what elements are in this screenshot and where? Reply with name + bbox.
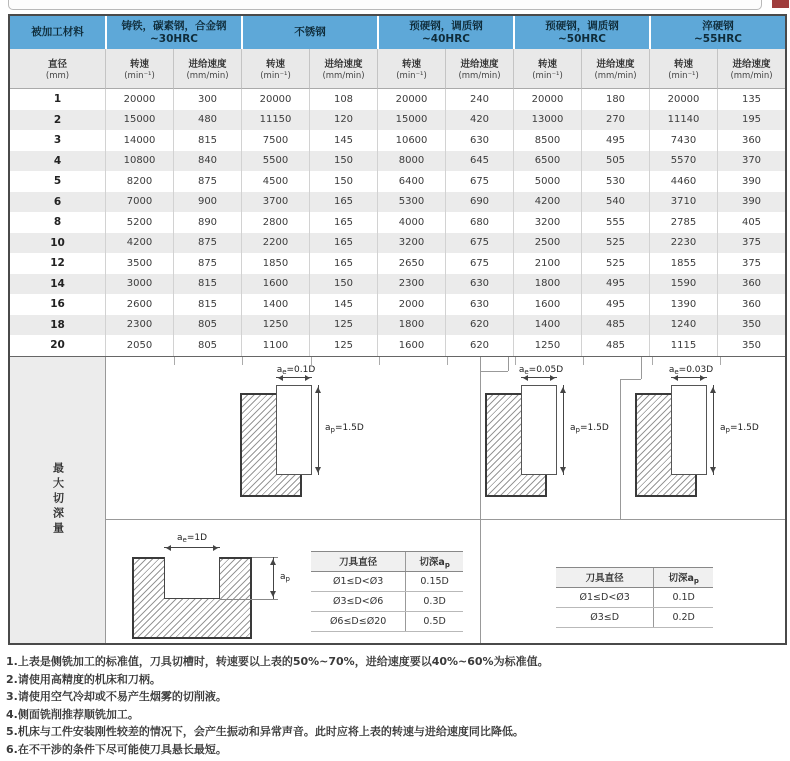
feed-value: 370 xyxy=(717,151,785,172)
speed-value: 1250 xyxy=(513,335,581,356)
ae-dimension-label: $a_e=0.05D$ xyxy=(518,364,564,376)
cut-region xyxy=(276,385,312,475)
feed-value: 390 xyxy=(717,171,785,192)
feed-header-unit: (mm/min) xyxy=(458,71,501,81)
speed-value: 1400 xyxy=(513,315,581,336)
feed-value: 630 xyxy=(445,274,513,295)
cut-region xyxy=(671,385,707,475)
speed-value: 2300 xyxy=(377,274,445,295)
ae-dimension-arrow xyxy=(164,547,220,548)
feed-value: 525 xyxy=(581,233,649,254)
footnote-line: 2.请使用高精度的机床和刀柄。 xyxy=(6,672,161,686)
group-name: 淬硬钢 xyxy=(702,19,734,32)
speed-value: 1600 xyxy=(513,294,581,315)
ae-dimension-arrow xyxy=(521,377,557,378)
footnote-line: 4.侧面铣削推荐顺铣加工。 xyxy=(6,707,139,721)
cut-depth-header: 切深$a_p$ xyxy=(668,572,699,585)
table-row xyxy=(10,315,785,336)
feed-value: 620 xyxy=(445,315,513,336)
feed-value: 840 xyxy=(173,151,241,172)
feed-value: 375 xyxy=(717,253,785,274)
feed-value: 360 xyxy=(717,130,785,151)
mini-table-header xyxy=(556,567,713,588)
speed-value: 2800 xyxy=(241,212,309,233)
group-stainless-steel xyxy=(241,16,377,49)
ap-dimension-label: $a_p$ xyxy=(280,571,290,583)
feed-header-label: 进给速度 xyxy=(732,59,771,70)
column-tick xyxy=(242,357,243,365)
data-rows xyxy=(10,89,785,356)
ae-dimension-arrow xyxy=(671,377,707,378)
speed-value: 5570 xyxy=(649,151,717,172)
speed-value: 20000 xyxy=(105,89,173,110)
diameter-value: 3 xyxy=(53,134,62,147)
speed-value: 2230 xyxy=(649,233,717,254)
feed-value: 165 xyxy=(309,253,377,274)
speed-value: 8500 xyxy=(513,130,581,151)
cut-depth-value: 0.15D xyxy=(420,575,449,587)
speed-value: 11140 xyxy=(649,110,717,131)
feed-value: 900 xyxy=(173,192,241,213)
column-tick xyxy=(311,357,312,365)
ae-dimension-label: $a_e=0.1D$ xyxy=(276,364,316,376)
speed-value: 5500 xyxy=(241,151,309,172)
mini-table-row xyxy=(311,592,463,612)
cut-depth-value: 0.3D xyxy=(423,595,446,607)
feed-value: 675 xyxy=(445,233,513,254)
cut-depth-value: 0.5D xyxy=(423,615,446,627)
mini-table-row xyxy=(311,572,463,592)
speed-value: 6500 xyxy=(513,151,581,172)
speed-value: 14000 xyxy=(105,130,173,151)
speed-value: 3000 xyxy=(105,274,173,295)
feed-value: 495 xyxy=(581,274,649,295)
speed-value: 20000 xyxy=(513,89,581,110)
speed-value: 2050 xyxy=(105,335,173,356)
group-hardened-steel-55hrc xyxy=(649,16,785,49)
group-name: 预硬钢，调质钢 xyxy=(545,19,619,32)
tool-diameter-header: 刀具直径 xyxy=(311,552,406,571)
diameter-value: 12 xyxy=(50,257,65,270)
diameter-range: Ø3≤D<Ø6 xyxy=(311,592,406,611)
diameter-value: 10 xyxy=(50,236,65,249)
diameter-value: 20 xyxy=(50,339,65,352)
mini-table-header xyxy=(311,551,463,572)
feed-value: 875 xyxy=(173,253,241,274)
feed-value: 815 xyxy=(173,294,241,315)
speed-value: 11150 xyxy=(241,110,309,131)
feed-value: 350 xyxy=(717,315,785,336)
feed-value: 645 xyxy=(445,151,513,172)
column-tick xyxy=(720,357,721,365)
ap-dimension-label: $a_p=1.5D$ xyxy=(720,422,759,434)
feed-value: 555 xyxy=(581,212,649,233)
red-corner-mark xyxy=(772,0,789,8)
feed-header-label: 进给速度 xyxy=(324,59,363,70)
speed-value: 7000 xyxy=(105,192,173,213)
speed-value: 1240 xyxy=(649,315,717,336)
table-row xyxy=(10,294,785,315)
ap-dimension-arrow xyxy=(273,557,274,599)
speed-value: 1855 xyxy=(649,253,717,274)
column-tick xyxy=(379,357,380,365)
ap-dimension-label: $a_p=1.5D$ xyxy=(325,422,364,434)
feed-value: 620 xyxy=(445,335,513,356)
feed-value: 525 xyxy=(581,253,649,274)
speed-header xyxy=(241,49,309,89)
feed-header-unit: (mm/min) xyxy=(186,71,229,81)
diameter-value: 2 xyxy=(53,113,62,126)
diameter-value: 16 xyxy=(50,298,65,311)
feed-value: 165 xyxy=(309,192,377,213)
group-hardness: ~30HRC xyxy=(150,32,198,45)
feed-header-label: 进给速度 xyxy=(460,59,499,70)
diameter-value: 8 xyxy=(53,216,62,229)
feed-value: 195 xyxy=(717,110,785,131)
feed-header-unit: (mm/min) xyxy=(730,71,773,81)
feed-header xyxy=(173,49,241,89)
feed-value: 690 xyxy=(445,192,513,213)
group-hardness: ~40HRC xyxy=(422,32,470,45)
diameter-value: 5 xyxy=(53,175,62,188)
feed-header xyxy=(309,49,377,89)
depth-mini-table-slot-cut xyxy=(556,567,713,628)
diameter-value: 14 xyxy=(50,277,65,290)
table-row xyxy=(10,192,785,213)
diameter-range: Ø1≤D<Ø3 xyxy=(556,588,654,607)
speed-value: 2785 xyxy=(649,212,717,233)
feed-value: 180 xyxy=(581,89,649,110)
feed-value: 815 xyxy=(173,130,241,151)
cut-depth-value: 0.1D xyxy=(672,591,695,603)
side-cut-diagram-1 xyxy=(230,364,410,523)
ap-dimension-arrow xyxy=(713,385,714,475)
feed-value: 375 xyxy=(717,233,785,254)
feed-header xyxy=(445,49,513,89)
cutoff-box-bottom-edge xyxy=(8,0,762,10)
cut-region xyxy=(521,385,557,475)
speed-value: 13000 xyxy=(513,110,581,131)
speed-value: 10600 xyxy=(377,130,445,151)
feed-value: 675 xyxy=(445,171,513,192)
side-cut-diagram-3 xyxy=(625,364,785,523)
speed-header-label: 转速 xyxy=(673,59,693,70)
ap-dimension-arrow xyxy=(563,385,564,475)
table-row xyxy=(10,151,785,172)
speed-value: 1600 xyxy=(241,274,309,295)
tool-diameter-header: 刀具直径 xyxy=(556,568,654,587)
speed-value: 1390 xyxy=(649,294,717,315)
table-row xyxy=(10,212,785,233)
speed-header-label: 转速 xyxy=(265,59,285,70)
ap-dimension-label: $a_p=1.5D$ xyxy=(570,422,609,434)
feed-value: 495 xyxy=(581,294,649,315)
speed-value: 4500 xyxy=(241,171,309,192)
table-row xyxy=(10,130,785,151)
column-tick xyxy=(447,357,448,365)
feed-value: 125 xyxy=(309,315,377,336)
feed-value: 150 xyxy=(309,171,377,192)
ae-dimension-arrow xyxy=(276,377,312,378)
speed-value: 1590 xyxy=(649,274,717,295)
speed-value: 8000 xyxy=(377,151,445,172)
speed-header-label: 转速 xyxy=(537,59,557,70)
group-prehardened-steel-40hrc xyxy=(377,16,513,49)
speed-header-unit: (min⁻¹) xyxy=(124,71,155,81)
feed-value: 120 xyxy=(309,110,377,131)
feed-value: 145 xyxy=(309,294,377,315)
speed-header xyxy=(513,49,581,89)
speed-value: 2100 xyxy=(513,253,581,274)
table-row xyxy=(10,335,785,356)
speed-value: 4000 xyxy=(377,212,445,233)
footnote-line: 5.机床与工件安装刚性较差的情况下，会产生振动和异常声音。此时应将上表的转速与进给速度同比降低。 xyxy=(6,725,524,738)
speed-value: 1400 xyxy=(241,294,309,315)
feed-value: 145 xyxy=(309,130,377,151)
speed-value: 7430 xyxy=(649,130,717,151)
speed-value: 10800 xyxy=(105,151,173,172)
ae-dimension-label: $a_e=0.03D$ xyxy=(668,364,714,376)
speed-value: 15000 xyxy=(105,110,173,131)
feed-value: 540 xyxy=(581,192,649,213)
column-tick xyxy=(652,357,653,365)
feed-value: 125 xyxy=(309,335,377,356)
speed-value: 5000 xyxy=(513,171,581,192)
feed-value: 135 xyxy=(717,89,785,110)
speed-value: 7500 xyxy=(241,130,309,151)
cutting-parameters-table xyxy=(8,14,787,645)
feed-value: 165 xyxy=(309,212,377,233)
speed-value: 1250 xyxy=(241,315,309,336)
speed-value: 20000 xyxy=(241,89,309,110)
footnotes xyxy=(6,653,788,758)
speed-header xyxy=(377,49,445,89)
feed-value: 390 xyxy=(717,192,785,213)
speed-header-unit: (min⁻¹) xyxy=(532,71,563,81)
feed-header-unit: (mm/min) xyxy=(594,71,637,81)
diameter-value: 18 xyxy=(50,318,65,331)
diameter-header-unit: (mm) xyxy=(45,71,70,81)
speed-header-unit: (min⁻¹) xyxy=(396,71,427,81)
footnote-line: 6.在不干涉的条件下尽可能使刀具悬长最短。 xyxy=(6,742,227,756)
speed-header-unit: (min⁻¹) xyxy=(260,71,291,81)
feed-value: 485 xyxy=(581,315,649,336)
side-label-text: 最大切深量 xyxy=(51,462,65,538)
speed-header-label: 转速 xyxy=(129,59,149,70)
table-row xyxy=(10,274,785,295)
speed-value: 3710 xyxy=(649,192,717,213)
diameter-value: 6 xyxy=(53,195,62,208)
depth-mini-table-side-cut xyxy=(311,551,463,632)
speed-value: 20000 xyxy=(377,89,445,110)
speed-value: 20000 xyxy=(649,89,717,110)
speed-value: 1850 xyxy=(241,253,309,274)
group-name: 不锈钢 xyxy=(294,26,326,38)
mini-table-row xyxy=(556,608,713,628)
feed-value: 270 xyxy=(581,110,649,131)
speed-value: 1115 xyxy=(649,335,717,356)
speed-value: 2200 xyxy=(241,233,309,254)
footnote-line: 3.请使用空气冷却或不易产生烟雾的切削液。 xyxy=(6,690,227,703)
feed-value: 405 xyxy=(717,212,785,233)
table-row xyxy=(10,110,785,131)
ap-dimension-arrow xyxy=(318,385,319,475)
feed-header xyxy=(581,49,649,89)
group-hardness: ~55HRC xyxy=(694,32,742,45)
feed-value: 875 xyxy=(173,233,241,254)
table-row xyxy=(10,171,785,192)
column-tick xyxy=(583,357,584,365)
diameter-header xyxy=(10,49,105,89)
speed-value: 5200 xyxy=(105,212,173,233)
feed-value: 630 xyxy=(445,294,513,315)
speed-value: 2000 xyxy=(377,294,445,315)
feed-value: 675 xyxy=(445,253,513,274)
depth-diagrams-area xyxy=(106,357,785,644)
speed-value: 6400 xyxy=(377,171,445,192)
footnote-line: 1.上表是侧铣加工的标准值，刀具切槽时，转速要以上表的50%~70%，进给速度要以40%~60%为标准值。 xyxy=(6,655,549,668)
feed-value: 360 xyxy=(717,294,785,315)
group-name: 预硬钢，调质钢 xyxy=(409,19,483,32)
table-row xyxy=(10,89,785,110)
speed-value: 3200 xyxy=(377,233,445,254)
cut-depth-value: 0.2D xyxy=(672,611,695,623)
feed-value: 150 xyxy=(309,151,377,172)
speed-value: 3700 xyxy=(241,192,309,213)
group-prehardened-steel-50hrc xyxy=(513,16,649,49)
speed-value: 15000 xyxy=(377,110,445,131)
mini-table-row xyxy=(311,612,463,632)
diameter-range: Ø6≤D≤Ø20 xyxy=(311,612,406,631)
feed-header-label: 进给速度 xyxy=(188,59,227,70)
group-cast-iron-carbon-alloy-steel xyxy=(105,16,241,49)
material-header-cell: 被加工材料 xyxy=(31,26,84,38)
slot-region xyxy=(164,557,220,599)
speed-header-label: 转速 xyxy=(401,59,421,70)
column-header-row xyxy=(10,49,785,89)
feed-value: 495 xyxy=(581,130,649,151)
side-label-cell xyxy=(10,357,106,644)
column-tick xyxy=(515,357,516,365)
speed-value: 3500 xyxy=(105,253,173,274)
feed-value: 815 xyxy=(173,274,241,295)
group-name: 铸铁，碳素钢，合金钢 xyxy=(121,19,227,32)
feed-value: 300 xyxy=(173,89,241,110)
feed-value: 480 xyxy=(173,110,241,131)
speed-value: 4200 xyxy=(513,192,581,213)
diameter-range: Ø3≤D xyxy=(556,608,654,627)
speed-value: 3200 xyxy=(513,212,581,233)
speed-value: 2650 xyxy=(377,253,445,274)
column-tick xyxy=(174,357,175,365)
feed-value: 360 xyxy=(717,274,785,295)
feed-value: 420 xyxy=(445,110,513,131)
cut-depth-header: 切深$a_p$ xyxy=(419,556,450,569)
speed-value: 1800 xyxy=(513,274,581,295)
feed-value: 805 xyxy=(173,335,241,356)
feed-value: 150 xyxy=(309,274,377,295)
speed-header xyxy=(649,49,717,89)
feed-value: 890 xyxy=(173,212,241,233)
ae-dimension-label: $a_e=1D$ xyxy=(176,532,208,544)
feed-value: 240 xyxy=(445,89,513,110)
diameter-header-label: 直径 xyxy=(47,59,67,70)
speed-value: 4200 xyxy=(105,233,173,254)
max-cutting-depth-section xyxy=(10,356,785,644)
speed-value: 1600 xyxy=(377,335,445,356)
speed-value: 5300 xyxy=(377,192,445,213)
speed-value: 1100 xyxy=(241,335,309,356)
table-row xyxy=(10,233,785,254)
diameter-value: 1 xyxy=(53,93,62,106)
speed-value: 8200 xyxy=(105,171,173,192)
speed-value: 1800 xyxy=(377,315,445,336)
feed-value: 485 xyxy=(581,335,649,356)
feed-value: 165 xyxy=(309,233,377,254)
table-row xyxy=(10,253,785,274)
mini-table-row xyxy=(556,588,713,608)
feed-value: 875 xyxy=(173,171,241,192)
group-hardness: ~50HRC xyxy=(558,32,606,45)
feed-value: 530 xyxy=(581,171,649,192)
feed-value: 805 xyxy=(173,315,241,336)
speed-value: 2300 xyxy=(105,315,173,336)
feed-value: 350 xyxy=(717,335,785,356)
speed-value: 2500 xyxy=(513,233,581,254)
speed-header xyxy=(105,49,173,89)
feed-value: 505 xyxy=(581,151,649,172)
speed-header-unit: (min⁻¹) xyxy=(668,71,699,81)
diameter-range: Ø1≤D<Ø3 xyxy=(311,572,406,591)
feed-value: 108 xyxy=(309,89,377,110)
material-header-row xyxy=(10,16,785,49)
feed-header-unit: (mm/min) xyxy=(322,71,365,81)
speed-value: 2600 xyxy=(105,294,173,315)
feed-value: 680 xyxy=(445,212,513,233)
diameter-value: 4 xyxy=(53,154,62,167)
feed-header xyxy=(717,49,785,89)
feed-value: 630 xyxy=(445,130,513,151)
feed-header-label: 进给速度 xyxy=(596,59,635,70)
speed-value: 4460 xyxy=(649,171,717,192)
